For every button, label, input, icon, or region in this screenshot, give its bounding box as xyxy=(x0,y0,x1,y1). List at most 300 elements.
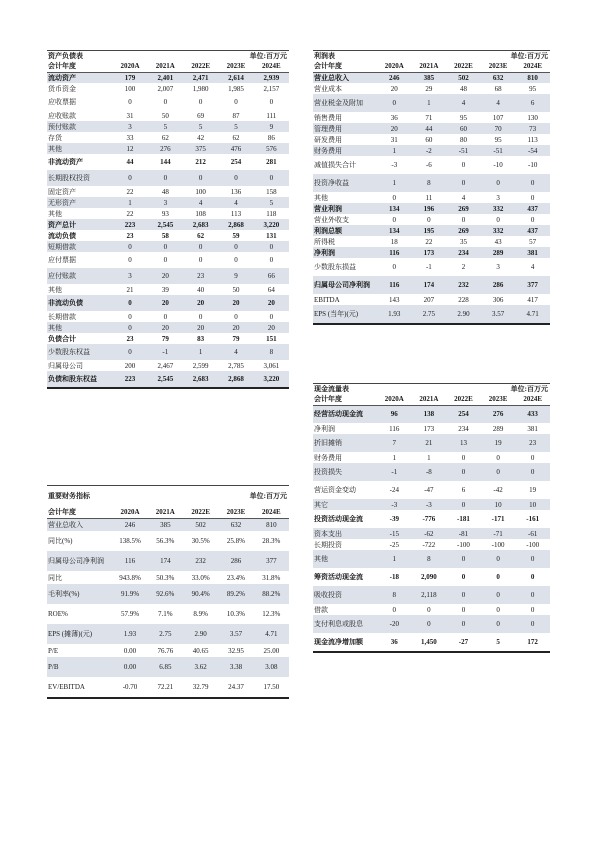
cell-value: 57 xyxy=(529,237,537,246)
row-label: 所得税 xyxy=(314,237,335,246)
cell-value: 437 xyxy=(515,225,550,236)
cell-value: 62 xyxy=(161,133,169,142)
row-label: EBITDA xyxy=(314,295,340,304)
cell-value: 96 xyxy=(377,405,412,423)
cell-value: 1 xyxy=(412,94,447,112)
cell-value: 0 xyxy=(234,256,238,264)
cell-value: 2.90 xyxy=(183,624,218,644)
cell-value: 62 xyxy=(232,133,240,142)
table-row xyxy=(47,94,289,110)
cell-value: 1 xyxy=(112,197,147,208)
cell-value: 381 xyxy=(527,424,538,433)
row-label: 资产总计 xyxy=(47,219,112,230)
row-label: 营业外收支 xyxy=(314,215,349,224)
cell-value: 118 xyxy=(266,209,277,218)
row-label: 存货 xyxy=(48,133,62,142)
cell-value: 3 xyxy=(496,193,500,202)
cell-value: 332 xyxy=(481,203,516,214)
cell-value: 2,401 xyxy=(148,72,183,83)
cell-value: 0 xyxy=(183,170,218,186)
cell-value: 2,939 xyxy=(254,72,289,83)
cell-value: 0 xyxy=(515,463,550,481)
cell-value: 22 xyxy=(425,237,433,246)
cell-value: 2,785 xyxy=(228,361,244,370)
cell-value: 90.4% xyxy=(183,584,218,604)
table-row xyxy=(313,203,550,214)
cell-value: 4 xyxy=(481,94,516,112)
cell-value: 4 xyxy=(218,344,253,360)
cell-value: 2.75 xyxy=(412,305,447,323)
table-row xyxy=(47,121,289,132)
income-statement-table xyxy=(313,51,550,323)
cell-value: -1 xyxy=(425,263,432,271)
table-row xyxy=(313,247,550,258)
row-label: 营业总收入 xyxy=(313,72,377,83)
cell-value: 4 xyxy=(183,197,218,208)
cell-value: 269 xyxy=(446,225,481,236)
column-header-2020a: 2020A xyxy=(377,394,412,405)
table-row xyxy=(313,528,550,539)
cell-value: 23 xyxy=(126,334,134,343)
cell-value: 306 xyxy=(492,295,504,304)
cell-value: -20 xyxy=(377,615,412,633)
cell-value: 0 xyxy=(461,215,466,224)
table-title: 利润表 xyxy=(314,52,335,60)
cell-value: 28.3% xyxy=(262,537,281,545)
cell-value: 10.3% xyxy=(226,610,246,618)
cell-value: 138.5% xyxy=(119,537,141,545)
row-label: 其他 xyxy=(47,143,112,154)
cell-value: -81 xyxy=(446,528,481,539)
cell-value: 0 xyxy=(446,463,481,481)
cell-value: -8 xyxy=(412,463,447,481)
table-row xyxy=(313,586,550,604)
cell-value: 0 xyxy=(496,573,500,581)
cell-value: 0 xyxy=(515,174,550,192)
row-label: EV/EBITDA xyxy=(48,683,85,691)
cell-value: 943.8% xyxy=(119,573,141,582)
cell-value: -51 xyxy=(446,145,481,156)
cell-value: 4.71 xyxy=(254,624,289,644)
cell-value: 2,545 xyxy=(148,219,183,230)
cell-value: -722 xyxy=(422,540,436,549)
table-row xyxy=(313,499,550,510)
cell-value: 0 xyxy=(198,256,203,264)
cell-value: 234 xyxy=(446,247,481,258)
column-header-2020a: 2020A xyxy=(112,506,147,518)
cell-value: -1 xyxy=(377,463,412,481)
cell-value: 385 xyxy=(412,72,447,83)
cell-value: 20 xyxy=(254,322,289,333)
row-label: 减值损失合计 xyxy=(314,161,356,169)
table-row xyxy=(47,284,289,295)
cell-value: 0 xyxy=(392,605,397,614)
table-row xyxy=(47,322,289,333)
cell-value: 0 xyxy=(412,615,447,633)
row-label: 其他 xyxy=(313,550,377,568)
cell-value: -776 xyxy=(422,515,436,523)
row-label: 其他 xyxy=(47,322,112,333)
table-row xyxy=(47,531,289,551)
cell-value: 375 xyxy=(183,143,218,154)
table-unit: 单位:百万元 xyxy=(510,385,548,393)
table-row xyxy=(47,571,289,584)
cell-value: 62 xyxy=(197,231,205,240)
table-row xyxy=(47,360,289,371)
row-label: 利润总额 xyxy=(313,225,377,236)
table-row xyxy=(313,463,550,481)
row-label: 财务费用 xyxy=(313,145,377,156)
table-row xyxy=(313,294,550,305)
column-header-year-label: 会计年度 xyxy=(47,61,112,72)
cell-value: 246 xyxy=(377,72,412,83)
cell-value: 476 xyxy=(218,143,253,154)
table-row xyxy=(313,452,550,463)
cell-value: 7.1% xyxy=(158,610,173,618)
cell-value: -61 xyxy=(515,528,550,539)
row-label: EPS (摊薄)(元) xyxy=(47,624,112,644)
row-label: 投资活动现金流 xyxy=(314,515,363,523)
cell-value: 72.21 xyxy=(157,683,174,691)
cell-value: 43 xyxy=(494,237,502,246)
cell-value: 29 xyxy=(425,84,433,93)
row-label: 同比(%) xyxy=(48,537,73,545)
cell-value: 57.9% xyxy=(120,610,140,618)
cell-value: 2 xyxy=(461,263,466,271)
table-row xyxy=(313,225,550,236)
cell-value: 66 xyxy=(254,268,289,284)
row-label: 支付利息或股息 xyxy=(313,615,377,633)
cell-value: 91.9% xyxy=(112,584,147,604)
cell-value: 20 xyxy=(148,268,183,284)
cell-value: -100 xyxy=(457,540,470,549)
cell-value: 8 xyxy=(412,550,447,568)
cell-value: 0 xyxy=(427,605,431,614)
cell-value: 31 xyxy=(126,111,134,120)
row-label: 吸收投资 xyxy=(313,586,377,604)
cell-value: 79 xyxy=(232,334,240,343)
row-label: 现金流净增加额 xyxy=(314,638,363,646)
table-row xyxy=(313,83,550,94)
cell-value: 433 xyxy=(515,405,550,423)
cell-value: 131 xyxy=(266,231,277,240)
row-label: 应付账款 xyxy=(47,268,112,284)
table-row xyxy=(313,604,550,615)
cell-value: -62 xyxy=(412,528,447,539)
table-row xyxy=(313,276,550,294)
cell-value: 1,985 xyxy=(228,84,244,93)
cell-value: 2,118 xyxy=(412,586,447,604)
cell-value: 2,614 xyxy=(218,72,253,83)
table-row xyxy=(47,154,289,170)
cell-value: 0 xyxy=(234,98,238,106)
cell-value: 151 xyxy=(266,334,277,343)
cell-value: 8 xyxy=(377,586,412,604)
cell-value: 116 xyxy=(112,551,147,571)
cell-value: 158 xyxy=(266,187,277,196)
column-header-year-label: 会计年度 xyxy=(47,506,112,518)
cell-value: 289 xyxy=(492,424,504,433)
cell-value: 810 xyxy=(515,72,550,83)
cell-value: 95 xyxy=(529,84,537,93)
cell-value: 5 xyxy=(254,197,289,208)
cell-value: -100 xyxy=(526,540,540,549)
cell-value: 50 xyxy=(161,111,169,120)
cell-value: 25.8% xyxy=(226,537,246,545)
cell-value: 2,467 xyxy=(157,361,174,370)
row-label: 归属母公司净利润 xyxy=(313,276,377,294)
table-row xyxy=(47,518,289,531)
cell-value: 0 xyxy=(481,550,516,568)
cell-value: 5 xyxy=(218,121,253,132)
cell-value: 632 xyxy=(481,72,516,83)
row-label: 投资净收益 xyxy=(313,174,377,192)
cell-value: 35 xyxy=(459,237,467,246)
table-row xyxy=(47,268,289,284)
cell-value: 1,980 xyxy=(192,84,209,93)
cell-value: 11 xyxy=(425,193,433,202)
cell-value: 0 xyxy=(148,241,183,252)
cell-value: 0 xyxy=(218,241,253,252)
cell-value: 48 xyxy=(459,84,467,93)
row-label: 非流动负债 xyxy=(47,295,112,311)
table-unit: 单位:百万元 xyxy=(249,492,287,500)
cell-value: 138 xyxy=(412,405,447,423)
cell-value: 5 xyxy=(183,121,218,132)
row-label: P/B xyxy=(47,657,112,677)
table-row xyxy=(47,295,289,311)
cell-value: 6 xyxy=(515,94,550,112)
table-row xyxy=(47,644,289,657)
table-row xyxy=(47,170,289,186)
cell-value: 173 xyxy=(423,424,435,433)
cell-value: 23 xyxy=(183,268,218,284)
key-ratios-table xyxy=(47,486,289,697)
table-row xyxy=(313,134,550,145)
cell-value: 10 xyxy=(515,499,550,510)
row-label: 销售费用 xyxy=(314,113,342,122)
table-row xyxy=(313,510,550,528)
cell-value: 0 xyxy=(481,174,516,192)
table-row xyxy=(313,94,550,112)
cell-value: -3 xyxy=(377,499,412,510)
row-label: 营业利润 xyxy=(313,203,377,214)
table-row xyxy=(313,72,550,83)
cell-value: 377 xyxy=(515,276,550,294)
table-row xyxy=(47,252,289,268)
row-label: 其他 xyxy=(48,209,62,218)
cell-value: 0 xyxy=(198,98,203,106)
cell-value: 0 xyxy=(254,170,289,186)
cell-value: 0 xyxy=(269,312,274,321)
cell-value: 70 xyxy=(481,123,516,134)
balance-sheet-table-header-row xyxy=(47,61,289,72)
cell-value: 0 xyxy=(112,170,147,186)
cell-value: 36 xyxy=(390,113,398,122)
cell-value: 0 xyxy=(496,453,500,462)
cell-value: 1.93 xyxy=(112,624,147,644)
table-row xyxy=(47,371,289,387)
cell-value: 0 xyxy=(481,586,516,604)
row-label: 经营活动现金流 xyxy=(313,405,377,423)
column-header-2022e: 2022E xyxy=(446,61,481,72)
cell-value: 9 xyxy=(218,268,253,284)
cell-value: 0 xyxy=(183,241,218,252)
table-row xyxy=(47,311,289,322)
row-label: 营业成本 xyxy=(314,84,342,93)
row-label: 应收账款 xyxy=(48,111,76,120)
cell-value: 36 xyxy=(390,638,398,646)
column-header-2021a: 2021A xyxy=(148,506,183,518)
table-row xyxy=(313,568,550,586)
table-row xyxy=(47,219,289,230)
key-ratios-table-bottom-rule xyxy=(47,697,289,699)
cell-value: 19 xyxy=(481,434,516,452)
cell-value: 179 xyxy=(112,72,147,83)
cell-value: -3 xyxy=(391,161,398,169)
cell-value: 212 xyxy=(195,158,206,166)
cell-value: 31.8% xyxy=(262,573,281,582)
cell-value: 3 xyxy=(496,263,500,271)
cell-value: -1 xyxy=(148,344,183,360)
cell-value: 3.57 xyxy=(218,624,253,644)
cell-value: 223 xyxy=(112,219,147,230)
cell-value: 31 xyxy=(390,135,398,144)
cell-value: 143 xyxy=(389,295,400,304)
cell-value: 0 xyxy=(461,573,466,581)
table-row xyxy=(313,123,550,134)
cell-value: 6 xyxy=(461,486,466,494)
cell-value: 88.2% xyxy=(254,584,289,604)
cell-value: 232 xyxy=(183,551,218,571)
cell-value: 56.3% xyxy=(156,537,175,545)
cell-value: 0 xyxy=(377,94,412,112)
cell-value: 0 xyxy=(427,215,431,224)
cell-value: 3 xyxy=(148,197,183,208)
column-header-2024e: 2024E xyxy=(254,61,289,72)
cash-flow-table-header-row xyxy=(313,394,550,405)
cell-value: 2,007 xyxy=(157,84,174,93)
cell-value: 289 xyxy=(481,247,516,258)
row-label: 少数股东损益 xyxy=(314,263,356,271)
cell-value: 576 xyxy=(254,143,289,154)
cell-value: 8 xyxy=(412,174,447,192)
cell-value: -71 xyxy=(481,528,516,539)
cell-value: 8.9% xyxy=(193,610,208,618)
cell-value: 0 xyxy=(515,586,550,604)
cell-value: 232 xyxy=(446,276,481,294)
cell-value: 40.65 xyxy=(192,646,209,655)
cell-value: -51 xyxy=(481,145,516,156)
cell-value: 381 xyxy=(515,247,550,258)
cell-value: 0 xyxy=(269,256,274,264)
column-header-year-label: 会计年度 xyxy=(313,61,377,72)
table-row xyxy=(47,333,289,344)
row-label: 资本支出 xyxy=(313,528,377,539)
cell-value: 0 xyxy=(446,174,481,192)
cell-value: -42 xyxy=(493,486,503,494)
cell-value: 24.37 xyxy=(228,683,244,691)
cell-value: 0 xyxy=(392,263,397,271)
cell-value: 0 xyxy=(163,98,168,106)
cell-value: 100 xyxy=(124,84,136,93)
cell-value: 200 xyxy=(124,361,136,370)
cell-value: 21 xyxy=(412,434,447,452)
cell-value: 417 xyxy=(527,295,538,304)
cell-value: 111 xyxy=(266,111,277,120)
cell-value: 19 xyxy=(529,486,537,494)
row-label: 长期股权投资 xyxy=(47,170,112,186)
row-label: 应付票据 xyxy=(48,256,76,264)
cell-value: 0.00 xyxy=(123,646,137,655)
cell-value: 8 xyxy=(254,344,289,360)
cell-value: 4 xyxy=(218,197,253,208)
cell-value: 50.3% xyxy=(156,573,175,582)
cell-value: 95 xyxy=(459,113,467,122)
row-label: 归属母公司 xyxy=(48,361,83,370)
row-label: 流动资产 xyxy=(47,72,112,83)
cell-value: 71 xyxy=(425,113,433,122)
cell-value: 25.00 xyxy=(263,646,280,655)
cell-value: 44 xyxy=(126,158,134,166)
income-statement-table-title-row xyxy=(313,51,550,61)
table-row xyxy=(47,186,289,197)
row-label: 无形资产 xyxy=(47,197,112,208)
cell-value: 40 xyxy=(197,285,205,294)
cell-value: 12.3% xyxy=(262,610,281,618)
cell-value: 3.62 xyxy=(183,657,218,677)
cell-value: -10 xyxy=(493,161,503,169)
cell-value: 228 xyxy=(458,295,469,304)
cell-value: 60 xyxy=(446,123,481,134)
cell-value: 0.00 xyxy=(112,657,147,677)
cell-value: 1,450 xyxy=(421,638,437,646)
row-label: 研发费用 xyxy=(314,135,342,144)
table-row xyxy=(313,214,550,225)
cell-value: 276 xyxy=(148,143,183,154)
cell-value: 10 xyxy=(481,499,516,510)
cell-value: 1 xyxy=(427,453,431,462)
table-row xyxy=(47,584,289,604)
row-label: 营业总收入 xyxy=(47,518,112,531)
cell-value: 7 xyxy=(377,434,412,452)
cell-value: 632 xyxy=(218,518,253,531)
cell-value: 134 xyxy=(377,225,412,236)
column-header-2023e: 2023E xyxy=(481,394,516,405)
cell-value: 0 xyxy=(496,215,500,224)
cell-value: 20 xyxy=(377,123,412,134)
cell-value: 4 xyxy=(530,263,535,271)
cell-value: 276 xyxy=(481,405,516,423)
cell-value: 2,545 xyxy=(148,371,183,387)
cell-value: 269 xyxy=(446,203,481,214)
cell-value: 50 xyxy=(232,285,240,294)
cell-value: 20 xyxy=(218,295,253,311)
table-row xyxy=(47,677,289,697)
cell-value: 286 xyxy=(481,276,516,294)
row-label: 营业税金及附加 xyxy=(313,94,377,112)
cell-value: 0 xyxy=(218,170,253,186)
cell-value: 21 xyxy=(126,285,134,294)
cell-value: 0 xyxy=(163,256,168,264)
income-statement-table-header-row xyxy=(313,61,550,72)
cell-value: 0 xyxy=(128,312,132,321)
table-row xyxy=(47,551,289,571)
cell-value: 20 xyxy=(183,295,218,311)
cell-value: 0 xyxy=(461,605,466,614)
table-row xyxy=(313,258,550,276)
cell-value: 3.38 xyxy=(218,657,253,677)
